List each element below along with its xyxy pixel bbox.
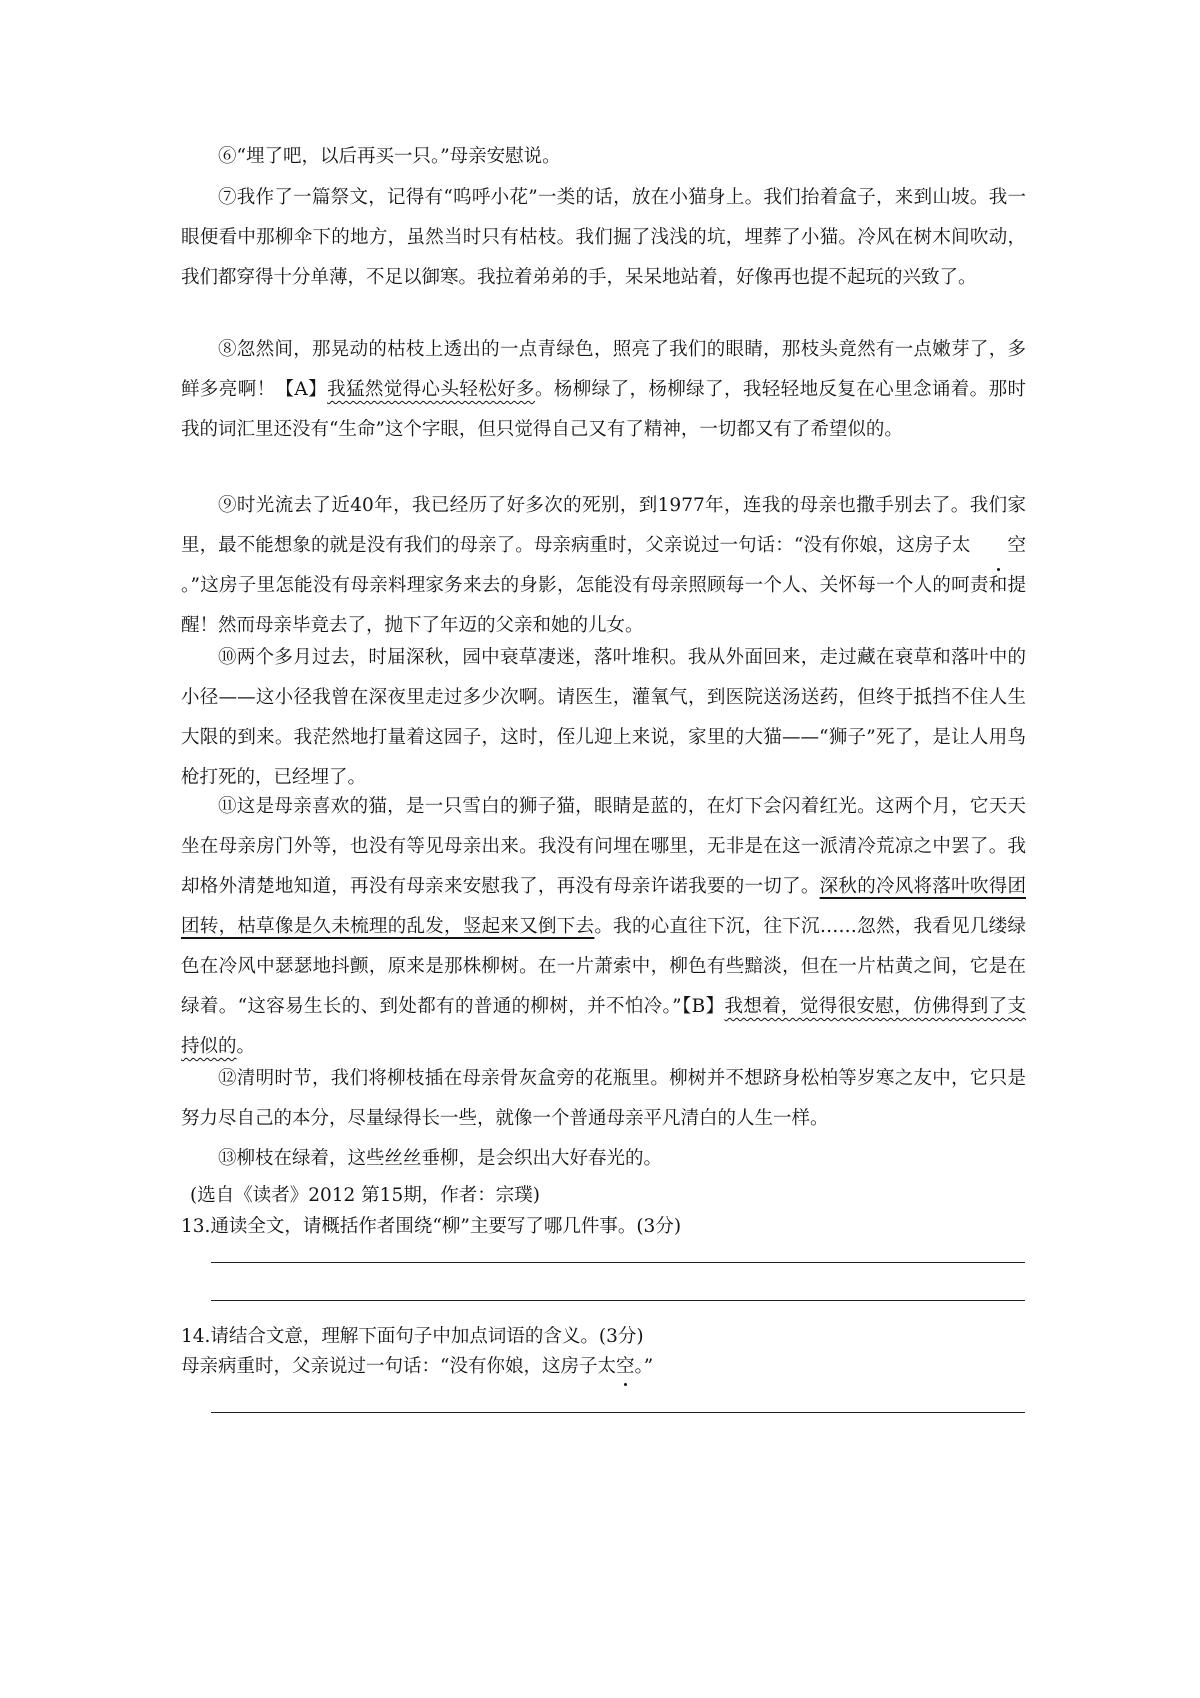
paragraph-9 bbox=[181, 486, 1026, 646]
paragraph-11-text-after: 。 bbox=[236, 1036, 256, 1057]
question-14-answer-line[interactable] bbox=[211, 1412, 1025, 1413]
question-14-quote-after: 。” bbox=[634, 1356, 654, 1377]
question-13: 13.通读全文，请概括作者围绕“柳”主要写了哪几件事。(3分) bbox=[181, 1216, 682, 1237]
paragraph-11-text-middle: 。我的心直往下沉，往下沉……忽然，我看见几缕绿色在冷风中瑟瑟地抖颤，原来是那株柳树。在一片萧索中，柳色有些黯淡，但在一片枯黄之间，它是在绿着。“这容易生长的、到处都有的普通的柳树，并不怕冷。”【B】 bbox=[181, 916, 1026, 1017]
paragraph-6: ⑥“埋了吧，以后再买一只。”母亲安慰说。 bbox=[218, 146, 561, 167]
underlined-sentence: 深秋的冷风将落叶吹得团团转，枯草像是久未梳理的乱发，竖起来又倒下去 bbox=[181, 876, 1026, 937]
paragraph-8-text-before: ⑧忽然间，那晃动的枯枝上透出的一点青绿色，照亮了我们的眼睛，那枝头竟然有一点嫩芽了，多鲜多亮啊！【A】 bbox=[181, 339, 1026, 400]
paragraph-10: ⑩两个多月过去，时届深秋，园中衰草凄迷，落叶堆积。我从外面回来，走过藏在衰草和落叶中的小径——这小径我曾在深夜里走过多少次啊。请医生，灌氧气，到医院送汤送药，但终于抵挡不住人生大限的到来。我茫然地打量着这园子，这时，侄儿迎上来说，家里的大猫——“狮子”死了，是让人用鸟枪打死的，已经埋了。 bbox=[181, 647, 1026, 788]
question-14-quote-before: 母亲病重时，父亲说过一句话：“没有你娘，这房子太 bbox=[181, 1356, 616, 1377]
marked-sentence-b: 我想着，觉得很安慰，仿佛得到了支持似的 bbox=[181, 996, 1026, 1057]
marked-sentence-a: 我猛然觉得心头轻松好多 bbox=[327, 379, 535, 400]
paragraph-8 bbox=[181, 330, 1026, 450]
paragraph-12: ⑫清明时节，我们将柳枝插在母亲骨灰盒旁的花瓶里。柳树并不想跻身松柏等岁寒之友中，它只是努力尽自己的本分，尽量绿得长一些，就像一个普通母亲平凡清白的人生一样。 bbox=[181, 1068, 1026, 1129]
paragraph-11 bbox=[181, 787, 1026, 1067]
paragraph-9-text-before: ⑨时光流去了近40年，我已经历了好多次的死别，到1977年，连我的母亲也撒手别去了。我们家里，最不能想象的就是没有我们的母亲了。母亲病重时，父亲说过一句话：“没有你娘，这房子太 bbox=[181, 495, 1026, 556]
paragraph-8-text-after: 。杨柳绿了，杨柳绿了，我轻轻地反复在心里念诵着。那时我的词汇里还没有“生命”这个字眼，但只觉得自己又有了精神，一切都又有了希望似的。 bbox=[181, 379, 1026, 440]
paragraph-7: ⑦我作了一篇祭文，记得有“呜呼小花”一类的话，放在小猫身上。我们抬着盒子，来到山坡。我一眼便看中那柳伞下的地方，虽然当时只有枯枝。我们掘了浅浅的坑，埋葬了小猫。冷风在树木间吹动，我们都穿得十分单薄，不足以御寒。我拉着弟弟的手，呆呆地站着，好像再也提不起玩的兴致了。 bbox=[181, 187, 1026, 288]
question-14-dotted-word: 空 bbox=[616, 1353, 635, 1381]
question-13-answer-line-2[interactable] bbox=[211, 1300, 1025, 1301]
question-14: 14.请结合文意，理解下面句子中加点词语的含义。(3分) bbox=[181, 1326, 644, 1347]
paragraph-11-text-before: ⑪这是母亲喜欢的猫，是一只雪白的狮子猫，眼睛是蓝的，在灯下会闪着红光。这两个月，它天天坐在母亲房门外等，也没有等见母亲出来。我没有问埋在哪里，无非是在这一派清冷荒凉之中罢了。我却格外清楚地知道，再没有母亲来安慰我了，再没有母亲许诺我要的一切了。 bbox=[181, 796, 1026, 897]
paragraph-9-text-after: 。”这房子里怎能没有母亲料理家务来去的身影，怎能没有母亲照顾每一个人、关怀每一个人的呵责和提醒！然而母亲毕竟去了，抛下了年迈的父亲和她的儿女。 bbox=[181, 575, 1026, 636]
question-14-quote bbox=[181, 1353, 653, 1381]
paragraph-13: ⑬柳枝在绿着，这些丝丝垂柳，是会织出大好春光的。 bbox=[218, 1148, 663, 1169]
question-13-answer-line-1[interactable] bbox=[211, 1262, 1025, 1263]
source-citation: (选自《读者》2012 第15期，作者：宗璞) bbox=[190, 1185, 540, 1206]
dotted-word-kong: 空 bbox=[970, 526, 1026, 566]
